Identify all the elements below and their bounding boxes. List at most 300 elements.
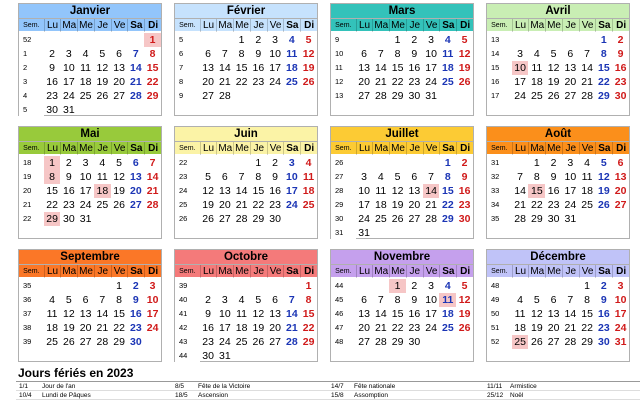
weekday-label: Sa — [439, 142, 456, 155]
day-cell: 12 — [302, 48, 315, 60]
day-cell: 25 — [441, 76, 454, 88]
day-cell: 15 — [302, 308, 315, 320]
week-row — [19, 212, 161, 226]
holiday-date: 18/5 — [175, 392, 188, 399]
weekday-label: Lu — [44, 19, 61, 32]
day-cell: 6 — [411, 171, 418, 183]
empty-day-cell — [250, 279, 267, 293]
week-row — [331, 335, 473, 349]
month-title: Novembre — [331, 250, 473, 264]
week-column-header: Sem. — [179, 21, 196, 29]
day-cell: 29 — [441, 213, 454, 225]
weekday-label: Ve — [111, 19, 128, 32]
week-number: 31 — [487, 156, 512, 170]
month-8 — [18, 249, 162, 362]
day-cell: 5 — [116, 157, 122, 169]
day-cell: 29 — [44, 212, 61, 226]
week-number: 5 — [19, 103, 44, 117]
week-row — [487, 198, 629, 212]
week-number: 42 — [175, 321, 200, 335]
weekday-header — [19, 264, 161, 277]
day-cell: 8 — [584, 294, 590, 306]
day-cell: 12 — [530, 308, 543, 320]
holiday-item — [328, 382, 484, 391]
empty-day-cell — [456, 335, 473, 349]
week-row — [175, 335, 317, 349]
holiday-item — [484, 391, 640, 400]
day-cell: 8 — [255, 171, 262, 183]
day-cell: 22 — [441, 199, 454, 211]
week-number: 46 — [331, 307, 356, 321]
weekday-label: Je — [94, 19, 111, 32]
day-cell: 18 — [302, 185, 315, 197]
empty-day-cell — [300, 89, 317, 103]
week-row — [19, 33, 161, 47]
weekday-label: Me — [547, 142, 561, 154]
day-cell: 27 — [358, 90, 370, 102]
day-cell: 5 — [394, 171, 401, 183]
week-number: 49 — [487, 293, 512, 307]
empty-day-cell — [456, 89, 473, 103]
weekday-header — [331, 264, 473, 277]
day-cell: 21 — [374, 322, 387, 334]
weekday-label: Me — [235, 19, 249, 31]
empty-day-cell — [144, 335, 161, 349]
day-cell: 16 — [62, 185, 75, 197]
week-row — [487, 156, 629, 170]
weekday-header — [487, 18, 629, 31]
week-row — [19, 61, 161, 75]
weekday-label: Di — [612, 142, 629, 155]
week-row — [175, 321, 317, 335]
day-cell: 9 — [411, 48, 418, 60]
empty-day-cell — [250, 89, 267, 103]
day-cell: 17 — [269, 62, 281, 74]
day-cell: 12 — [202, 185, 214, 197]
day-cell: 12 — [113, 171, 125, 183]
day-cell: 13 — [564, 62, 577, 74]
day-cell: 23 — [269, 199, 281, 211]
weekday-label: Sa — [127, 142, 144, 155]
day-cell: 21 — [581, 76, 593, 88]
week-number: 36 — [19, 293, 44, 307]
weekday-label: Lu — [512, 142, 529, 155]
weekday-header — [175, 141, 317, 154]
day-cell: 20 — [408, 199, 421, 211]
day-cell: 20 — [129, 185, 142, 197]
day-cell: 22 — [235, 76, 248, 88]
day-cell: 22 — [302, 322, 315, 334]
day-cell: 5 — [600, 157, 607, 169]
empty-day-cell — [94, 103, 111, 117]
empty-day-cell — [423, 156, 440, 170]
day-cell: 25 — [79, 90, 92, 102]
weekday-label: Sa — [283, 265, 300, 278]
empty-day-cell — [439, 89, 456, 103]
week-row — [331, 184, 473, 198]
day-cell: 26 — [547, 90, 560, 102]
day-cell: 26 — [62, 336, 75, 348]
day-cell: 25 — [441, 322, 454, 334]
empty-day-cell — [439, 335, 456, 349]
day-cell: 4 — [305, 157, 312, 169]
day-cell: 14 — [423, 184, 440, 198]
weekday-label: Lu — [512, 19, 529, 32]
week-row — [487, 212, 629, 226]
weekday-label: Di — [300, 142, 317, 155]
day-cell: 1 — [600, 34, 607, 46]
empty-day-cell — [283, 279, 300, 293]
week-number: 7 — [175, 61, 200, 75]
day-cell: 1 — [533, 157, 540, 169]
day-cell: 23 — [547, 199, 560, 211]
day-cell: 1 — [44, 156, 61, 170]
day-cell: 28 — [285, 336, 298, 348]
day-cell: 20 — [79, 322, 92, 334]
week-row — [331, 293, 473, 307]
day-cell: 16 — [252, 62, 265, 74]
weekday-label: Je — [562, 265, 579, 278]
day-cell: 14 — [514, 185, 526, 197]
day-cell: 4 — [82, 48, 89, 60]
month-3 — [486, 3, 630, 116]
day-cell: 16 — [408, 62, 421, 74]
week-number: 13 — [487, 33, 512, 47]
day-cell: 27 — [269, 336, 281, 348]
day-cell: 25 — [530, 90, 543, 102]
month-6 — [330, 126, 474, 239]
day-cell: 9 — [411, 294, 418, 306]
day-cell: 10 — [564, 171, 577, 183]
day-cell: 22 — [146, 76, 159, 88]
week-number: 23 — [175, 170, 200, 184]
day-cell: 2 — [255, 34, 262, 46]
week-row — [487, 279, 629, 293]
week-row — [175, 184, 317, 198]
day-cell: 13 — [358, 308, 370, 320]
day-cell: 21 — [96, 322, 109, 334]
day-cell: 10 — [512, 61, 529, 75]
empty-day-cell — [283, 349, 300, 363]
week-row — [19, 335, 161, 349]
weekday-label: Lu — [200, 142, 217, 155]
holiday-item — [16, 382, 172, 391]
empty-day-cell — [60, 279, 77, 293]
day-cell: 15 — [391, 308, 404, 320]
day-cell: 27 — [113, 90, 125, 102]
month-10 — [330, 249, 474, 362]
day-cell: 3 — [65, 48, 72, 60]
day-cell: 20 — [202, 76, 214, 88]
day-cell: 31 — [62, 104, 75, 116]
day-cell: 8 — [116, 294, 122, 306]
week-number: 27 — [331, 170, 356, 184]
week-row — [19, 156, 161, 170]
day-cell: 5 — [461, 280, 468, 292]
day-cell: 25 — [512, 335, 529, 349]
day-cell: 3 — [272, 34, 278, 46]
empty-day-cell — [267, 279, 284, 293]
day-cell: 6 — [82, 294, 89, 306]
day-cell: 12 — [96, 62, 109, 74]
day-cell: 10 — [425, 48, 437, 60]
week-row — [331, 279, 473, 293]
weekday-label: Me — [391, 265, 405, 277]
weekday-label: Sa — [595, 19, 612, 32]
weekday-label: Je — [250, 19, 267, 32]
day-cell: 5 — [99, 48, 106, 60]
day-cell: 6 — [567, 48, 574, 60]
week-number: 21 — [19, 198, 44, 212]
day-cell: 13 — [79, 308, 92, 320]
day-cell: 5 — [255, 294, 262, 306]
holiday-date: 15/8 — [331, 392, 344, 399]
day-cell: 11 — [581, 171, 593, 183]
day-cell: 11 — [96, 171, 108, 183]
empty-day-cell — [127, 103, 144, 117]
day-cell: 16 — [129, 308, 142, 320]
week-number: 31 — [331, 226, 356, 240]
day-cell: 27 — [408, 213, 421, 225]
day-cell: 2 — [617, 34, 624, 46]
week-number: 52 — [19, 33, 44, 47]
week-number: 48 — [331, 335, 356, 349]
day-cell: 1 — [116, 280, 122, 292]
day-cell: 1 — [394, 34, 401, 46]
week-number: 40 — [175, 293, 200, 307]
empty-day-cell — [579, 212, 596, 226]
weekday-header — [175, 264, 317, 277]
holiday-name: Fête de la Victoire — [198, 383, 251, 390]
day-cell: 14 — [218, 62, 231, 74]
day-cell: 17 — [218, 322, 231, 334]
day-cell: 22 — [597, 76, 610, 88]
day-cell: 18 — [46, 322, 58, 334]
day-cell: 2 — [272, 157, 278, 169]
day-cell: 27 — [614, 199, 627, 211]
empty-day-cell — [233, 89, 250, 103]
week-number: 45 — [331, 293, 356, 307]
empty-day-cell — [127, 212, 144, 226]
day-cell: 12 — [391, 185, 404, 197]
day-cell: 11 — [80, 62, 92, 74]
day-cell: 9 — [132, 294, 139, 306]
month-title: Janvier — [19, 4, 161, 18]
day-cell: 25 — [581, 199, 593, 211]
day-cell: 30 — [458, 213, 471, 225]
weekday-header — [175, 18, 317, 31]
empty-day-cell — [111, 212, 128, 226]
day-cell: 5 — [461, 34, 468, 46]
week-row — [331, 61, 473, 75]
weekday-label: Lu — [200, 265, 217, 278]
day-cell: 30 — [46, 104, 58, 116]
day-cell: 4 — [444, 34, 451, 46]
day-cell: 28 — [218, 90, 231, 102]
week-row — [175, 349, 317, 363]
day-cell: 20 — [269, 322, 281, 334]
day-cell: 29 — [391, 90, 404, 102]
day-cell: 28 — [374, 336, 387, 348]
week-number: 35 — [487, 212, 512, 226]
day-cell: 13 — [408, 185, 421, 197]
month-0 — [18, 3, 162, 116]
empty-day-cell — [300, 349, 317, 363]
day-cell: 12 — [458, 48, 471, 60]
week-row — [175, 198, 317, 212]
day-cell: 3 — [361, 171, 367, 183]
week-number: 15 — [487, 61, 512, 75]
holiday-name: Jour de l'an — [42, 383, 76, 390]
day-cell: 23 — [458, 199, 471, 211]
day-cell: 19 — [202, 199, 214, 211]
weekday-header — [331, 141, 473, 154]
week-column-header: Sem. — [179, 267, 196, 275]
day-cell: 19 — [391, 199, 404, 211]
day-cell: 10 — [146, 294, 159, 306]
day-cell: 1 — [584, 280, 590, 292]
day-cell: 23 — [408, 322, 421, 334]
weekday-label: Ve — [423, 142, 440, 155]
day-cell: 24 — [269, 76, 281, 88]
day-cell: 27 — [202, 90, 214, 102]
day-cell: 15 — [46, 185, 58, 197]
empty-day-cell — [60, 33, 77, 47]
day-cell: 17 — [62, 76, 75, 88]
day-cell: 10 — [614, 294, 627, 306]
weekday-label: Ma — [530, 142, 545, 154]
day-cell: 21 — [374, 76, 387, 88]
day-cell: 24 — [358, 213, 370, 225]
day-cell: 6 — [617, 157, 624, 169]
weekday-label: Me — [547, 265, 561, 277]
holiday-date: 8/5 — [175, 383, 185, 390]
holidays-title: Jours fériés en 2023 — [18, 366, 134, 380]
day-cell: 18 — [235, 322, 248, 334]
day-cell: 29 — [581, 336, 593, 348]
weekday-label: Me — [391, 142, 405, 154]
weekday-label: Ve — [267, 265, 284, 278]
day-cell: 23 — [597, 322, 610, 334]
weekday-label: Ma — [62, 142, 77, 154]
day-cell: 30 — [62, 213, 75, 225]
week-row — [175, 75, 317, 89]
day-cell: 3 — [617, 280, 624, 292]
day-cell: 21 — [514, 199, 526, 211]
day-cell: 20 — [614, 185, 627, 197]
day-cell: 12 — [252, 308, 265, 320]
month-title: Décembre — [487, 250, 629, 264]
day-cell: 19 — [96, 76, 109, 88]
empty-day-cell — [423, 226, 440, 240]
weekday-label: Ma — [374, 265, 389, 277]
empty-day-cell — [216, 156, 233, 170]
day-cell: 9 — [49, 62, 55, 74]
day-cell: 25 — [285, 76, 298, 88]
day-cell: 23 — [252, 76, 265, 88]
week-column-header: Sem. — [23, 21, 40, 29]
day-cell: 3 — [221, 294, 228, 306]
day-cell: 31 — [614, 336, 627, 348]
day-cell: 27 — [358, 336, 370, 348]
day-cell: 4 — [533, 48, 540, 60]
day-cell: 10 — [269, 48, 281, 60]
empty-day-cell — [144, 103, 161, 117]
weekday-label: Lu — [44, 142, 61, 155]
weekday-label: Lu — [200, 19, 217, 32]
holiday-name: Noël — [510, 392, 524, 399]
week-row — [331, 75, 473, 89]
month-title: Février — [175, 4, 317, 18]
weekday-label: Ma — [62, 19, 77, 31]
empty-day-cell — [439, 226, 456, 240]
week-row — [331, 33, 473, 47]
month-5 — [174, 126, 318, 239]
week-number: 33 — [487, 184, 512, 198]
day-cell: 23 — [614, 76, 627, 88]
weekday-label: Di — [144, 19, 161, 32]
empty-day-cell — [562, 279, 579, 293]
day-cell: 6 — [132, 157, 139, 169]
day-cell: 5 — [205, 171, 211, 183]
weekday-label: Ve — [579, 19, 596, 32]
day-cell: 16 — [614, 62, 627, 74]
week-row — [19, 103, 161, 117]
day-cell: 26 — [252, 336, 265, 348]
week-number: 29 — [331, 198, 356, 212]
weekday-label: Lu — [512, 265, 529, 278]
day-cell: 7 — [238, 171, 245, 183]
day-cell: 6 — [116, 48, 122, 60]
day-cell: 20 — [564, 76, 577, 88]
day-cell: 12 — [597, 171, 610, 183]
day-cell: 19 — [458, 62, 471, 74]
day-cell: 8 — [600, 48, 607, 60]
empty-day-cell — [528, 279, 545, 293]
week-row — [175, 307, 317, 321]
holiday-item — [484, 382, 640, 391]
week-number: 6 — [175, 47, 200, 61]
day-cell: 14 — [581, 62, 593, 74]
weekday-header — [19, 141, 161, 154]
empty-day-cell — [372, 279, 389, 293]
holiday-name: Assomption — [354, 392, 388, 399]
day-cell: 31 — [564, 213, 577, 225]
day-cell: 24 — [146, 322, 159, 334]
day-cell: 30 — [269, 213, 281, 225]
day-cell: 17 — [358, 199, 370, 211]
week-number: 47 — [331, 321, 356, 335]
empty-day-cell — [283, 212, 300, 226]
weekday-label: Me — [391, 19, 405, 31]
weekday-header — [19, 18, 161, 31]
month-2 — [330, 3, 474, 116]
day-cell: 21 — [564, 322, 577, 334]
week-number: 41 — [175, 307, 200, 321]
weekday-header — [331, 18, 473, 31]
week-number: 35 — [19, 279, 44, 293]
day-cell: 4 — [444, 280, 451, 292]
day-cell: 5 — [550, 48, 557, 60]
week-number: 28 — [331, 184, 356, 198]
week-number: 16 — [487, 75, 512, 89]
weekday-label: Sa — [595, 142, 612, 155]
day-cell: 18 — [530, 76, 543, 88]
day-cell: 11 — [286, 48, 298, 60]
empty-day-cell — [595, 212, 612, 226]
day-cell: 19 — [547, 76, 560, 88]
week-number: 5 — [175, 33, 200, 47]
